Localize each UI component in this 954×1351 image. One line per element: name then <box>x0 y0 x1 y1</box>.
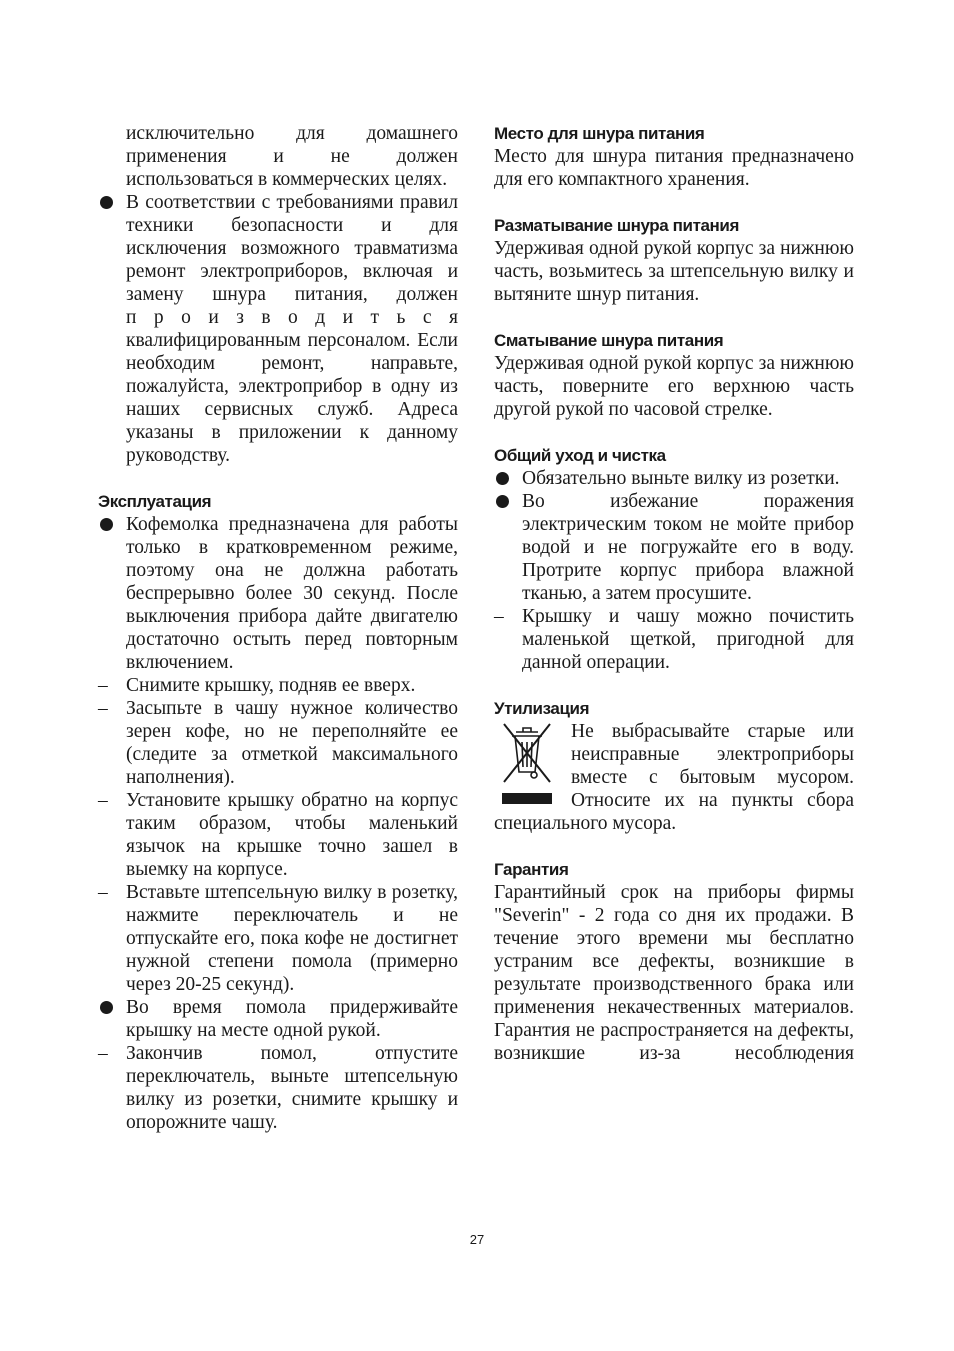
list-item <box>98 996 458 1042</box>
safety-bullet-item <box>98 191 458 467</box>
list-item <box>494 605 854 674</box>
list-item-text: Вставьте штепсельную вилку в розетку, нажмите переключатель и не отпускайте его, пока кофе не достигнет нужной степени помола (примерно через 20-25 секунд). <box>126 882 458 995</box>
dash-marker: – <box>98 698 108 719</box>
dash-marker: – <box>98 675 108 696</box>
section-heading-warranty: Гарантия <box>494 860 569 879</box>
list-item-text: Закончив помол, отпустите переключатель, выньте штепсельную вилку из розетки, снимите крышку и опорожните чашу. <box>126 1043 458 1133</box>
dash-marker: – <box>494 606 504 627</box>
list-item-text: Установите крышку обратно на корпус таким образом, чтобы маленький язычок на крышке точно зашел в выемку на корпусе. <box>126 790 458 880</box>
warranty-text: Гарантийный срок на приборы фирмы "Severin" - 2 года со дня их продажи. В течение этого времени мы бесплатно устраним все дефекты, возникшие в результате производственного брака или применения некачественных материалов. Гарантия не распространяется на дефекты, возникшие из-за несоблюдения <box>494 882 854 1064</box>
disposal-block <box>494 720 854 835</box>
list-item-text: Снимите крышку, подняв ее вверх. <box>126 675 416 696</box>
section-heading-cord-unwind: Разматывание шнура питания <box>494 216 739 235</box>
page-number: 27 <box>469 1232 485 1247</box>
list-item <box>98 881 458 996</box>
list-item <box>98 513 458 674</box>
list-item-text: Засыпьте в чашу нужное количество зерен кофе, но не переполняйте ее (следите за отметкой максимального наполнения). <box>126 698 458 788</box>
list-item-text: Кофемолка предназначена для работы только в кратковременном режиме, поэтому она не должна работать беспрерывно более 30 секунд. После выключения прибора дайте двигателю достаточно остыть перед повторным включением. <box>126 514 458 673</box>
list-item-text: Во время помола придерживайте крышку на месте одной рукой. <box>126 997 458 1041</box>
right-column <box>494 122 854 1065</box>
list-item-text: Крышку и чашу можно почистить маленькой щеткой, пригодной для данной операции. <box>522 606 854 673</box>
cord-storage-text: Место для шнура питания предназначено для его компактного хранения. <box>494 146 854 190</box>
list-item <box>98 1042 458 1134</box>
section-heading-care: Общий уход и чистка <box>494 446 666 465</box>
section-heading-operation: Эксплуатация <box>98 492 212 511</box>
list-item-text: Обязательно выньте вилку из розетки. <box>522 468 840 489</box>
crossed-out-wheelie-bin-icon <box>494 720 560 812</box>
list-item <box>494 467 854 490</box>
dash-marker: – <box>98 790 108 811</box>
cord-wind-text: Удерживая одной рукой корпус за нижнюю часть, поверните его верхнюю часть другой рукой по часовой стрелке. <box>494 353 854 420</box>
list-item-text: Во избежание поражения электрическим током не мойте прибор водой и не погружайте его в воду. Протрите корпус прибора влажной тканью, а затем просушите. <box>522 491 854 604</box>
disposal-text: Не выбрасывайте старые или неисправные электроприборы вместе с бытовым мусором. Относите их на пункты сбора специального мусора. <box>494 721 854 834</box>
list-item <box>98 789 458 881</box>
dash-marker: – <box>98 1043 108 1064</box>
intro-text: исключительно для домашнего применения и не должен использоваться в коммерческих целях. <box>126 123 458 190</box>
list-item <box>98 697 458 789</box>
cord-unwind-text: Удерживая одной рукой корпус за нижнюю часть, возьмитесь за штепсельную вилку и вытяните шнур питания. <box>494 238 854 305</box>
section-heading-cord-storage: Место для шнура питания <box>494 124 705 143</box>
dash-marker: – <box>98 882 108 903</box>
list-item <box>494 490 854 605</box>
list-item <box>98 674 458 697</box>
left-column <box>98 122 458 1134</box>
safety-text-end: квалифицированным персоналом. Если необходим ремонт, направьте, пожалуйста, электроприбор в одну из наших сервисных служб. Адреса указаны в приложении к данному руководству. <box>126 330 458 466</box>
safety-spaced-text: п р о и з в о д и т ь с я <box>126 307 458 328</box>
section-heading-disposal: Утилизация <box>494 699 590 718</box>
safety-text: В соответствии с требованиями правил техники безопасности и для исключения возможного травматизма ремонт электроприборов, включая и замену шнура питания, должен <box>126 192 458 305</box>
section-heading-cord-wind: Сматывание шнура питания <box>494 331 724 350</box>
